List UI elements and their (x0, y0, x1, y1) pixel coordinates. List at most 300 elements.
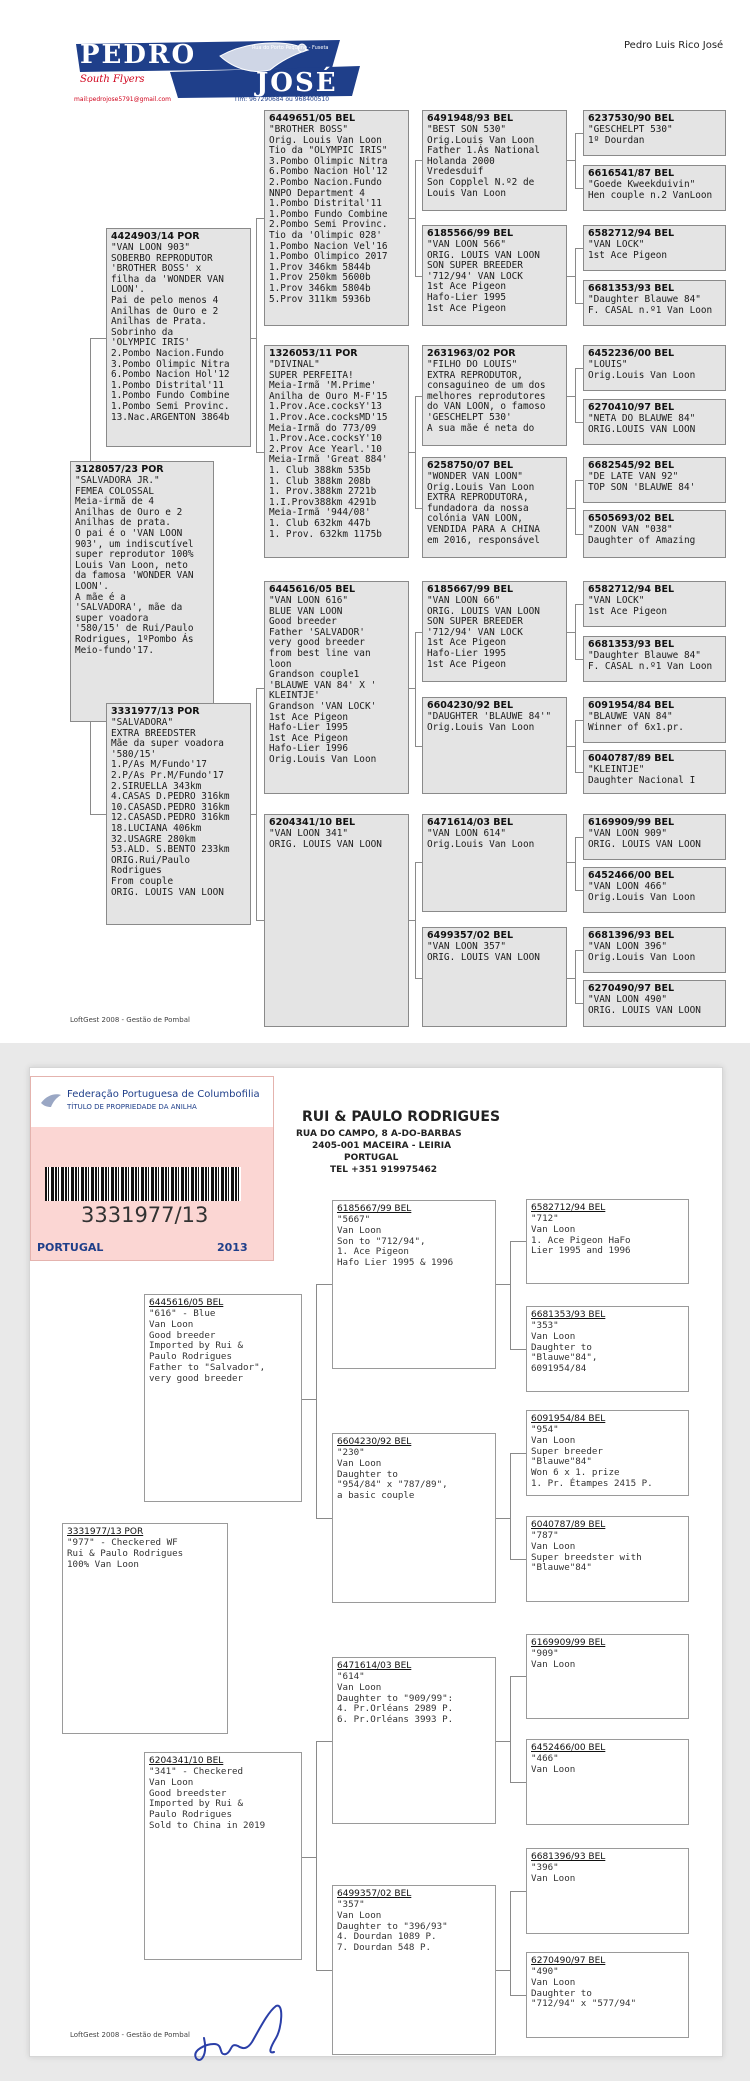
ring-number: 6204341/10 BEL (149, 1756, 224, 1766)
card-line: "VAN LOON 616" (269, 595, 349, 606)
ring-number: 6604230/92 BEL (427, 700, 514, 711)
pedigree-card-great-grandparent (526, 1306, 689, 1392)
logo-phone: Tlm: 967290684 ou 968400510 (234, 96, 330, 103)
pedigree-card-g4 (583, 636, 726, 682)
card-line: "FILHO DO LOUIS" (427, 359, 518, 370)
card-line: 6091954/84 (531, 1363, 587, 1375)
card-line: Rodrigues, 1ºPombo Ás (75, 633, 194, 645)
pedigree-card-great-grandparent (422, 225, 567, 326)
pedigree-card-g4 (583, 750, 726, 794)
card-line: 1. Prov.388km 2721b (269, 486, 377, 498)
card-line: Orig.Louis Van Loon (588, 369, 696, 381)
card-lines (531, 1754, 684, 1776)
card-line: "DIVINAL" (269, 359, 320, 370)
pedigree-card-g4 (583, 225, 726, 271)
footer-software: LoftGest 2008 - Gestão de Pombal (70, 1016, 190, 1024)
ring-number: 3331977/13 POR (111, 706, 200, 717)
card-line: 1.Prov.Ace.cocksY'10 (269, 433, 382, 445)
card-line: TOP SON 'BLAUWE 84' (588, 481, 696, 493)
card-lines (67, 1538, 223, 1570)
card-lines (111, 243, 246, 423)
card-line: Van Loon (337, 1224, 382, 1236)
card-lines (269, 829, 404, 850)
card-line: "614" (337, 1671, 365, 1682)
card-line: A sua mãe é neta do (427, 422, 535, 434)
card-lines (531, 1863, 684, 1885)
pedigree-card-g4 (583, 510, 726, 558)
card-line: "VAN LOON 614" (427, 828, 507, 839)
pedigree-card-g4 (583, 867, 726, 913)
card-lines (588, 180, 721, 201)
card-lines (588, 882, 721, 903)
card-line: 903', um indiscutível (75, 538, 194, 550)
ring-number: 6452236/00 BEL (588, 348, 675, 359)
card-line: 1st Ace Pigeon (427, 281, 507, 293)
card-lines (149, 1309, 297, 1385)
card-line: 1. Club 388km 208b (269, 475, 371, 487)
pedigree-card-g4 (583, 980, 726, 1027)
card-lines (269, 125, 404, 305)
ring-number: 6270490/97 BEL (588, 983, 675, 994)
card-line: "Blauwe"84" (531, 1562, 592, 1574)
card-line: Orig.Louis Van Loon (427, 838, 535, 850)
card-line: SUPER PERFEITA! (269, 369, 354, 381)
card-line: "Goede Kweekduivin" (588, 179, 696, 190)
card-line: 1. Club 388km 535b (269, 464, 371, 476)
ring-number: 6185667/99 BEL (427, 584, 514, 595)
card-lines (149, 1767, 297, 1832)
card-line: 32.USAGRE 280km (111, 833, 196, 845)
card-line: 3.Pombo Olimpic Nitra (111, 358, 230, 370)
breeder-address-1: RUA DO CAMPO, 8 A-DO-BARBAS (296, 1129, 462, 1139)
card-line: BLUE VAN LOON (269, 605, 343, 617)
ring-number: 6445616/05 BEL (269, 584, 356, 595)
title-country: PORTUGAL (37, 1241, 104, 1254)
card-line: 'BLAUWE VAN 84' X ' (269, 679, 377, 691)
pedigree-card-great-grandparent (526, 1739, 689, 1825)
title-year: 2013 (217, 1241, 248, 1254)
card-line: O pai é o 'VAN LOON (75, 527, 183, 539)
card-line: ORIG. LOUIS VAN LOON (588, 1004, 701, 1016)
card-line: Meio-fundo'17. (75, 644, 155, 656)
card-line: Meia-irmã de 4 (75, 496, 155, 508)
card-line: da famosa 'WONDER VAN (75, 570, 194, 582)
ring-number: 6499357/02 BEL (427, 930, 514, 941)
card-lines (427, 240, 562, 314)
card-line: Super breeder (531, 1445, 603, 1457)
pedigree-card-sire (144, 1294, 302, 1502)
ring-number: 6604230/92 BEL (337, 1437, 412, 1447)
card-line: "LOUIS" (588, 359, 628, 370)
card-line: Sold to China in 2019 (149, 1819, 266, 1831)
card-line: "Daughter Blauwe 84" (588, 294, 701, 305)
card-line: Meia-Irmã 'M.Prime' (269, 380, 377, 392)
card-line: 1.I.Prov388km 4291b (269, 496, 377, 508)
card-line: Van Loon (337, 1909, 382, 1921)
ring-number: 6681353/93 BEL (588, 283, 675, 294)
card-line: "VAN LOON 566" (427, 239, 507, 250)
card-line: '580/15' (111, 748, 157, 760)
card-line: ORIG. LOUIS VAN LOON (427, 605, 540, 617)
card-line: ORIG.LOUIS VAN LOON (588, 423, 696, 435)
card-line: 2.P/As Pr.M/Fundo'17 (111, 769, 224, 781)
card-line: "909" (531, 1648, 559, 1659)
card-line: 1st Ace Pigeon (588, 605, 668, 617)
ring-number: 4424903/14 POR (111, 231, 200, 242)
card-lines (531, 1967, 684, 2010)
card-line: EXTRA REPRODUTOR, (427, 369, 523, 381)
pedigree-card-g4 (583, 165, 726, 211)
ring-number: 6169909/99 BEL (588, 817, 675, 828)
barcode (45, 1167, 241, 1201)
card-line: 13.Nac.ARGENTON 3864b (111, 411, 230, 423)
card-lines (337, 1215, 491, 1269)
card-lines (337, 1900, 491, 1954)
pedigree-card-great-grandparent (526, 1848, 689, 1934)
card-line: Anilhas de prata. (75, 517, 171, 529)
card-line: filha da 'WONDER VAN (111, 273, 224, 285)
ring-number: 6616541/87 BEL (588, 168, 675, 179)
card-line: "VAN LOON 490" (588, 994, 668, 1005)
card-line: 1st Ace Pigeon (427, 302, 507, 314)
card-line: Daughter to (337, 1468, 398, 1480)
card-line: Van Loon (531, 1434, 576, 1446)
card-line: NNPO Department 4 (269, 187, 365, 199)
card-line: Father 1.Ás National (427, 145, 540, 157)
card-line: "BROTHER BOSS" (269, 124, 349, 135)
card-line: 2.Pombo Nacion.Fundo (269, 176, 382, 188)
card-line: ORIG. LOUIS VAN LOON (111, 886, 224, 898)
ring-number: 2631963/02 POR (427, 348, 516, 359)
card-lines (588, 240, 721, 261)
ring-number: 6452466/00 BEL (531, 1743, 606, 1753)
card-line: "VAN LOON 466" (588, 881, 668, 892)
ring-number: 6270410/97 BEL (588, 402, 675, 413)
card-line: 1. Ace Pigeon (337, 1246, 409, 1258)
card-lines (588, 414, 721, 435)
card-line: "490" (531, 1966, 559, 1977)
card-line: Anilha de Ouro M-F'15 (269, 390, 388, 402)
card-line: Louis Van Loon, neto (75, 559, 188, 571)
card-line: Imported by Rui & (149, 1340, 244, 1352)
card-line: "ZOON VAN "038" (588, 524, 673, 535)
card-lines (427, 942, 562, 963)
card-line: 4. Dourdan 1089 P. (337, 1931, 437, 1943)
card-line: 1st Ace Pigeon (427, 637, 507, 649)
pedigree-card-g4 (583, 814, 726, 860)
card-line: "DAUGHTER 'BLAUWE 84'" (427, 711, 552, 722)
card-lines (269, 360, 404, 540)
card-line: '712/94' VAN LOCK (427, 626, 523, 638)
ring-number: 6091954/84 BEL (588, 700, 675, 711)
footer-software: LoftGest 2008 - Gestão de Pombal (70, 2031, 190, 2039)
card-line: Van Loon (531, 1330, 576, 1342)
card-line: Won 6 x 1. prize (531, 1467, 620, 1479)
card-lines (531, 1425, 684, 1490)
card-line: Daughter to "909/99": (337, 1692, 454, 1704)
card-line: Van Loon (337, 1681, 382, 1693)
card-line: "GESCHELPT 530" (588, 124, 673, 135)
card-line: "VAN LOON 903" (111, 242, 191, 253)
card-line: Grandson couple1 (269, 669, 360, 681)
card-line: Van Loon (531, 1976, 576, 1988)
card-line: fundadora da nossa (427, 502, 529, 514)
card-line: ORIG. LOUIS VAN LOON (588, 838, 701, 850)
card-line: 53.ALD. S.BENTO 233km (111, 844, 230, 856)
card-line: Anilhas de Ouro e 2 (75, 506, 183, 518)
ring-number: 6499357/02 BEL (337, 1889, 412, 1899)
card-line: "Blauwe"84" (531, 1456, 592, 1468)
ring-number: 6169909/99 BEL (531, 1638, 606, 1648)
card-line: "SALVADORA JR." (75, 475, 160, 486)
card-line: Rodrigues (111, 865, 162, 877)
card-line: melhores reprodutores (427, 390, 546, 402)
pedigree-card-great-grandparent (422, 345, 567, 446)
federation-bird-icon (39, 1089, 63, 1113)
card-line: "NETA DO BLAUWE 84" (588, 413, 696, 424)
ring-number: 6582712/94 BEL (588, 584, 675, 595)
card-line: "616" - Blue (149, 1308, 216, 1319)
card-lines (427, 360, 562, 434)
card-line: 5.Prov 311km 5936b (269, 293, 371, 305)
card-line: 4.CASAS D.PEDRO 316km (111, 791, 230, 803)
pedigree-card-subject (70, 461, 214, 722)
pedigree-card-g4 (583, 280, 726, 326)
card-line: EXTRA REPRODUTORA, (427, 492, 529, 504)
card-lines (427, 712, 562, 733)
card-line: Orig.Louis Van Loon (269, 753, 377, 765)
card-line: "SALVADORA" (111, 717, 174, 728)
card-line: "VAN LOON 909" (588, 828, 668, 839)
card-line: "977" - Checkered WF (67, 1537, 178, 1548)
card-line: 1. Prov. 632km 1175b (269, 528, 382, 540)
card-line: Hafo Lier 1995 & 1996 (337, 1257, 454, 1269)
card-line: Van Loon (531, 1223, 576, 1235)
card-line: 1st Ace Pigeon (269, 711, 349, 723)
card-line: ORIG.Rui/Paulo (111, 854, 191, 866)
card-line: "712/94" x "577/94" (531, 1998, 637, 2010)
card-line: "VAN LOCK" (588, 595, 645, 606)
logo-tagline: Rua do Porto Pequeno - Fuseta (252, 45, 329, 51)
card-line: Meia-Irmã 'Great 884' (269, 454, 388, 466)
card-line: Van Loon (531, 1763, 576, 1775)
card-line: "954/84" x "787/89", (337, 1479, 448, 1491)
federation-subtitle: TÍTULO DE PROPRIEDADE DA ANILHA (67, 1103, 197, 1111)
card-line: "VAN LOON 396" (588, 941, 668, 952)
pedigree-card-g4 (583, 697, 726, 743)
card-line: 7. Dourdan 548 P. (337, 1942, 432, 1954)
ring-number: 6040787/89 BEL (531, 1520, 606, 1530)
ring-number: 6681396/93 BEL (588, 930, 675, 941)
card-line: 6.Pombo Nacion Hol'12 (111, 369, 230, 381)
card-line: 1. Club 632km 447b (269, 517, 371, 529)
pedigree-card-great-grandparent (422, 457, 567, 558)
ring-number: 6491948/93 BEL (427, 113, 514, 124)
pedigree-card-granddam-1 (264, 345, 409, 558)
card-line: "5667" (337, 1214, 371, 1225)
card-line: '580/15' de Rui/Paulo (75, 623, 194, 635)
card-line: Van Loon (531, 1658, 576, 1670)
card-line: Van Loon (531, 1872, 576, 1884)
ring-number: 6204341/10 BEL (269, 817, 356, 828)
card-line: Good breeder (149, 1329, 216, 1341)
card-line: Anilhas de Prata. (111, 316, 207, 328)
card-line: Van Loon (149, 1776, 194, 1788)
card-line: Meia-Irmã '944/08' (269, 507, 371, 519)
card-lines (588, 596, 721, 617)
card-line: Tio da "OLYMPIC IRIS" (269, 145, 388, 157)
card-lines (427, 472, 562, 546)
card-line: 6. Pr.Orléans 3993 P. (337, 1714, 454, 1726)
card-lines (588, 942, 721, 963)
logo-word-pedro: PEDRO (80, 40, 197, 70)
card-lines (588, 712, 721, 733)
card-line: "712" (531, 1213, 559, 1224)
card-line: Daughter of Amazing (588, 534, 696, 546)
ring-number: 3128057/23 POR (75, 464, 164, 475)
card-lines (531, 1649, 684, 1671)
card-lines (588, 295, 721, 316)
ring-number: 6040787/89 BEL (588, 753, 675, 764)
card-line: super reprodutor 100% (75, 549, 194, 561)
card-line: F. CASAL n.º1 Van Loon (588, 304, 713, 316)
card-line: Rui & Paulo Rodrigues (67, 1547, 184, 1559)
card-line: Orig. Louis Van Loon (269, 134, 382, 146)
pedigree-card-grandsire-2 (264, 581, 409, 794)
card-line: 1.Prov 346km 5844b (269, 261, 371, 273)
pedigree-card-grandparent (332, 1657, 496, 1824)
pedigree-card-g4 (583, 110, 726, 156)
card-line: "787" (531, 1530, 559, 1541)
card-line: Mãe da super voadora (111, 738, 224, 750)
card-line: 1. Pr. Étampes 2415 P. (531, 1477, 653, 1489)
ring-number: 6681396/93 BEL (531, 1852, 606, 1862)
card-line: Van Loon (149, 1318, 194, 1330)
card-line: 2.Pombo Semi Provinc. (269, 219, 388, 231)
card-line: Louis Van Loon (427, 187, 507, 199)
card-line: 3.Pombo Olimpic Nitra (269, 155, 388, 167)
owner-name: Pedro Luis Rico José (624, 40, 724, 51)
card-lines (269, 596, 404, 766)
card-line: '712/94' VAN LOCK (427, 270, 523, 282)
card-line: a basic couple (337, 1490, 415, 1502)
ring-number: 6505693/02 BEL (588, 513, 675, 524)
ring-number: 6582712/94 BEL (531, 1203, 606, 1213)
ring-number: 6681353/93 BEL (588, 639, 675, 650)
ring-number: 3331977/13 POR (67, 1527, 144, 1537)
card-line: 1.Prov.Ace.cocksMD'15 (269, 411, 388, 423)
card-lines (531, 1214, 684, 1257)
breeder-phone: TEL +351 919975462 (330, 1165, 437, 1175)
card-line: "357" (337, 1899, 365, 1910)
card-line: 1.Prov.Ace.cocksY'13 (269, 401, 382, 413)
card-line: em 2016, responsável (427, 534, 540, 546)
card-lines (111, 718, 246, 898)
card-line: Orig.Louis Van Loon (427, 481, 535, 493)
pedigree-card-great-grandparent (422, 927, 567, 1027)
pedigree-card-great-grandparent (422, 581, 567, 682)
card-line: "KLEINTJE" (588, 764, 645, 775)
card-line: Pai de pelo menos 4 (111, 294, 219, 306)
card-line: Son to "712/94", (337, 1235, 426, 1247)
card-line: Hafo-Lier 1995 (427, 647, 507, 659)
federation-logo (31, 1077, 273, 1127)
card-line: Father to "Salvador", (149, 1361, 266, 1373)
card-lines (337, 1448, 491, 1502)
card-line: SOBERBO REPRODUTOR (111, 252, 213, 264)
card-line: 1.Pombo Distrital'11 (269, 198, 382, 210)
ring-title-card (30, 1076, 274, 1261)
card-line: 100% Van Loon (67, 1558, 139, 1570)
card-line: from best line van (269, 647, 371, 659)
pedro-jose-logo (70, 36, 370, 106)
card-line: Paulo Rodrigues (149, 1809, 232, 1821)
card-lines (588, 829, 721, 850)
card-line: Winner of 6x1.pr. (588, 721, 684, 733)
pedigree-card-grandsire-1 (264, 110, 409, 326)
card-line: colónia VAN LOON, (427, 513, 523, 525)
card-lines (588, 765, 721, 786)
card-line: Father 'SALVADOR' (269, 626, 365, 638)
breeder-country: PORTUGAL (344, 1153, 399, 1163)
pedigree-card-grandparent (332, 1433, 496, 1603)
card-line: Hafo-Lier 1996 (269, 743, 349, 755)
card-line: 'SALVADORA', mãe da (75, 602, 183, 614)
pedigree-card-great-grandparent (422, 110, 567, 211)
card-line: SON SUPER BREEDER (427, 616, 523, 628)
breeder-address-2: 2405-001 MACEIRA - LEIRIA (312, 1141, 452, 1151)
card-line: Hen couple n.2 VanLoon (588, 189, 713, 201)
card-line: "BLAUWE VAN 84" (588, 711, 673, 722)
card-line: 1.P/As M/Fundo'17 (111, 759, 207, 771)
card-line: Daughter to (531, 1987, 592, 1999)
pedigree-card-g4 (583, 345, 726, 391)
card-line: "Blauwe"84", (531, 1352, 598, 1364)
signature (190, 1998, 340, 2068)
card-line: 4. Pr.Orléans 2989 P. (337, 1703, 454, 1715)
card-line: Meia-Irmã do 773/09 (269, 422, 377, 434)
card-line: Daughter to "396/93" (337, 1920, 448, 1932)
card-line: ORIG. LOUIS VAN LOON (427, 249, 540, 261)
logo-email: mail:pedrojose5791@gmail.com (74, 96, 172, 103)
ring-number: 6682545/92 BEL (588, 460, 675, 471)
card-line: 1º Dourdan (588, 134, 645, 146)
card-line: "VAN LOON 357" (427, 941, 507, 952)
card-lines (588, 125, 721, 146)
card-line: Van Loon (337, 1457, 382, 1469)
ring-number: 6681353/93 BEL (531, 1310, 606, 1320)
pedigree-card-g4 (583, 927, 726, 973)
card-lines (75, 476, 209, 656)
card-line: "WONDER VAN LOON" (427, 471, 523, 482)
card-lines (427, 829, 562, 850)
card-line: 1.Pombo Nacion Vel'16 (269, 240, 388, 252)
card-line: "VAN LOON 66" (427, 595, 501, 606)
card-lines (531, 1531, 684, 1574)
card-line: consaguineo de um dos (427, 380, 546, 392)
card-line: 2.Prov Ace Yearl.'10 (269, 443, 382, 455)
card-line: SON SUPER BREEDER (427, 260, 523, 272)
card-line: 2.SIRUELLA 343km (111, 780, 202, 792)
card-line: Daughter to (531, 1341, 592, 1353)
breeder-name: RUI & PAULO RODRIGUES (302, 1109, 501, 1125)
pedigree-card-grandparent (332, 1200, 496, 1369)
card-lines (588, 472, 721, 493)
card-line: Good breedster (149, 1787, 227, 1799)
card-lines (588, 525, 721, 546)
card-line: 1.Prov 346km 5804b (269, 282, 371, 294)
card-lines (427, 125, 562, 199)
